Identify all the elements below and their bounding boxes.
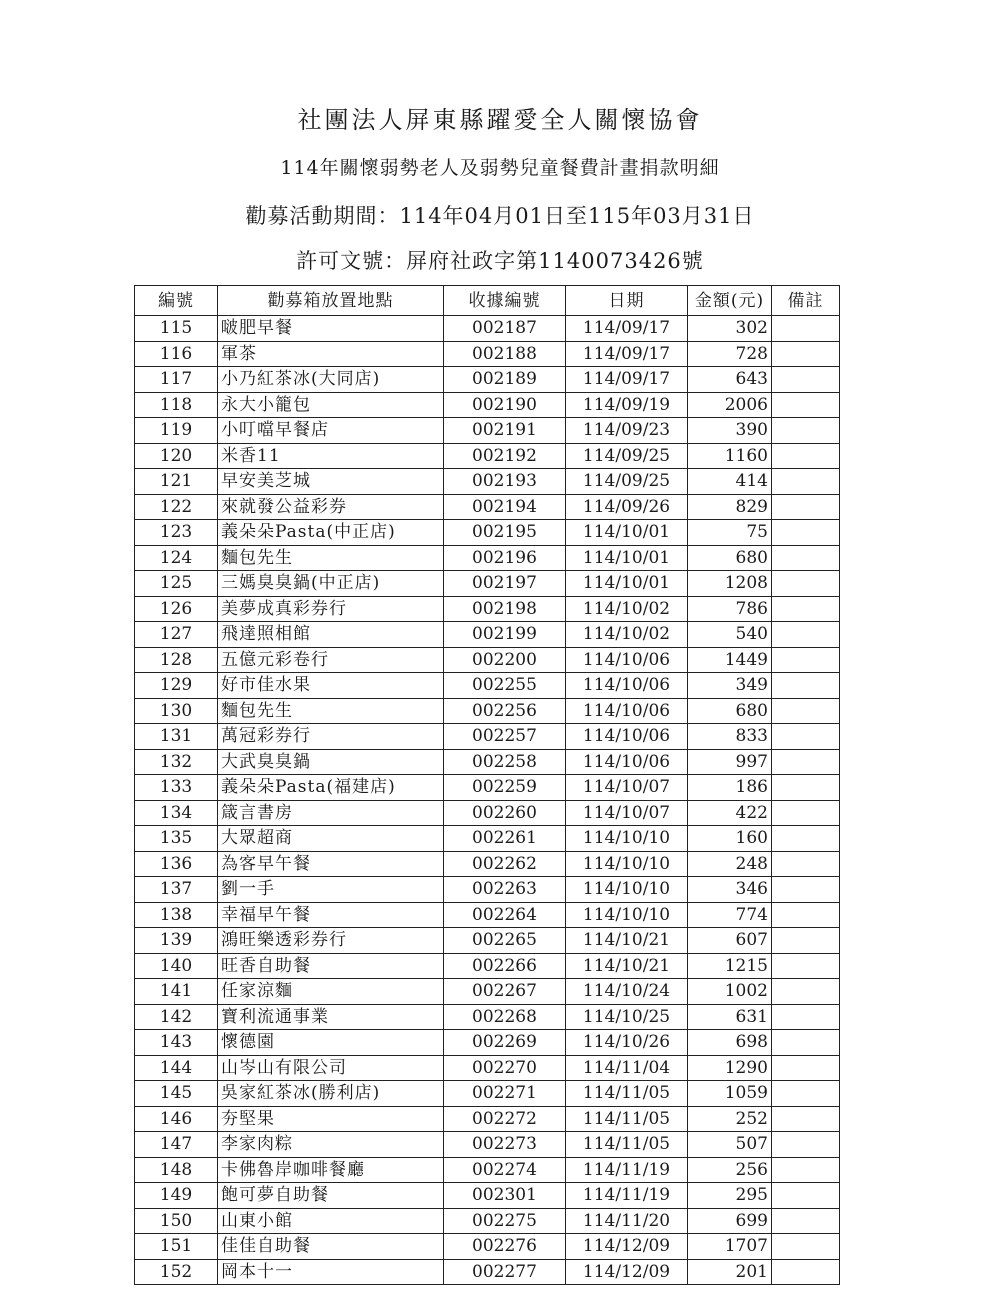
remark — [772, 1055, 840, 1081]
row-number: 123 — [135, 520, 218, 546]
donation-date: 114/10/01 — [566, 571, 688, 597]
col-header-number: 編號 — [135, 286, 218, 316]
remark — [772, 1106, 840, 1132]
receipt-number: 002191 — [444, 418, 566, 444]
remark — [772, 596, 840, 622]
receipt-number: 002196 — [444, 545, 566, 571]
table-row — [135, 749, 840, 775]
donation-amount: 643 — [688, 367, 772, 393]
remark — [772, 1183, 840, 1209]
donation-amount: 540 — [688, 622, 772, 648]
remark — [772, 571, 840, 597]
row-number: 142 — [135, 1004, 218, 1030]
remark — [772, 341, 840, 367]
donation-amount: 774 — [688, 902, 772, 928]
receipt-number: 002188 — [444, 341, 566, 367]
donation-date: 114/12/09 — [566, 1234, 688, 1260]
row-number: 125 — [135, 571, 218, 597]
table-row — [135, 545, 840, 571]
donation-box-location: 大武臭臭鍋 — [218, 749, 444, 775]
donation-box-location: 麵包先生 — [218, 545, 444, 571]
donation-table — [134, 285, 840, 1285]
remark — [772, 316, 840, 342]
table-row — [135, 698, 840, 724]
receipt-number: 002266 — [444, 953, 566, 979]
remark — [772, 418, 840, 444]
remark — [772, 1157, 840, 1183]
donation-date: 114/10/10 — [566, 826, 688, 852]
donation-date: 114/11/05 — [566, 1081, 688, 1107]
donation-date: 114/10/25 — [566, 1004, 688, 1030]
donation-box-location: 來就發公益彩券 — [218, 494, 444, 520]
donation-box-location: 為客早午餐 — [218, 851, 444, 877]
remark — [772, 622, 840, 648]
donation-amount: 390 — [688, 418, 772, 444]
table-row — [135, 443, 840, 469]
donation-amount: 422 — [688, 800, 772, 826]
donation-date: 114/11/19 — [566, 1183, 688, 1209]
row-number: 135 — [135, 826, 218, 852]
donation-box-location: 幸福早午餐 — [218, 902, 444, 928]
donation-amount: 786 — [688, 596, 772, 622]
row-number: 132 — [135, 749, 218, 775]
donation-amount: 302 — [688, 316, 772, 342]
remark — [772, 826, 840, 852]
table-row — [135, 341, 840, 367]
donation-date: 114/09/17 — [566, 367, 688, 393]
row-number: 149 — [135, 1183, 218, 1209]
receipt-number: 002271 — [444, 1081, 566, 1107]
donation-box-location: 義朵朵Pasta(中正店) — [218, 520, 444, 546]
table-row — [135, 1081, 840, 1107]
donation-date: 114/10/06 — [566, 647, 688, 673]
donation-date: 114/11/05 — [566, 1106, 688, 1132]
table-row — [135, 1030, 840, 1056]
table-row — [135, 928, 840, 954]
remark — [772, 1259, 840, 1285]
receipt-number: 002258 — [444, 749, 566, 775]
donation-amount: 1002 — [688, 979, 772, 1005]
table-body — [135, 316, 840, 1285]
remark — [772, 443, 840, 469]
donation-amount: 833 — [688, 724, 772, 750]
table-row — [135, 1004, 840, 1030]
donation-box-location: 任家涼麵 — [218, 979, 444, 1005]
table-row — [135, 418, 840, 444]
row-number: 140 — [135, 953, 218, 979]
donation-amount: 248 — [688, 851, 772, 877]
donation-amount: 1160 — [688, 443, 772, 469]
donation-box-location: 箴言書房 — [218, 800, 444, 826]
donation-date: 114/10/10 — [566, 851, 688, 877]
receipt-number: 002301 — [444, 1183, 566, 1209]
donation-amount: 698 — [688, 1030, 772, 1056]
remark — [772, 1208, 840, 1234]
receipt-number: 002187 — [444, 316, 566, 342]
remark — [772, 775, 840, 801]
donation-box-location: 好市佳水果 — [218, 673, 444, 699]
table-row — [135, 367, 840, 393]
row-number: 121 — [135, 469, 218, 495]
col-header-amount: 金額(元) — [688, 286, 772, 316]
receipt-number: 002190 — [444, 392, 566, 418]
table-row — [135, 571, 840, 597]
remark — [772, 902, 840, 928]
campaign-period: 勸募活動期間：114年04月01日至115年03月31日 — [245, 204, 755, 228]
receipt-number: 002273 — [444, 1132, 566, 1158]
receipt-number: 002262 — [444, 851, 566, 877]
table-row — [135, 392, 840, 418]
receipt-number: 002257 — [444, 724, 566, 750]
donation-date: 114/09/19 — [566, 392, 688, 418]
donation-amount: 186 — [688, 775, 772, 801]
row-number: 130 — [135, 698, 218, 724]
donation-amount: 1290 — [688, 1055, 772, 1081]
donation-box-location: 軍茶 — [218, 341, 444, 367]
table-row — [135, 1106, 840, 1132]
donation-date: 114/09/17 — [566, 341, 688, 367]
row-number: 120 — [135, 443, 218, 469]
remark — [772, 877, 840, 903]
donation-date: 114/10/02 — [566, 596, 688, 622]
donation-amount: 607 — [688, 928, 772, 954]
donation-box-location: 佳佳自助餐 — [218, 1234, 444, 1260]
receipt-number: 002199 — [444, 622, 566, 648]
project-title: 114年關懷弱勢老人及弱勢兒童餐費計畫捐款明細 — [280, 157, 720, 179]
table-row — [135, 673, 840, 699]
col-header-remark: 備註 — [772, 286, 840, 316]
table-row — [135, 469, 840, 495]
donation-amount: 414 — [688, 469, 772, 495]
remark — [772, 1030, 840, 1056]
donation-date: 114/10/06 — [566, 749, 688, 775]
row-number: 145 — [135, 1081, 218, 1107]
donation-box-location: 義朵朵Pasta(福建店) — [218, 775, 444, 801]
header-row — [135, 286, 840, 316]
donation-date: 114/09/26 — [566, 494, 688, 520]
row-number: 143 — [135, 1030, 218, 1056]
row-number: 128 — [135, 647, 218, 673]
remark — [772, 1132, 840, 1158]
table-row — [135, 724, 840, 750]
donation-amount: 507 — [688, 1132, 772, 1158]
receipt-number: 002274 — [444, 1157, 566, 1183]
donation-box-location: 懷德園 — [218, 1030, 444, 1056]
receipt-number: 002264 — [444, 902, 566, 928]
remark — [772, 494, 840, 520]
donation-date: 114/10/07 — [566, 800, 688, 826]
table-row — [135, 953, 840, 979]
donation-amount: 1215 — [688, 953, 772, 979]
remark — [772, 647, 840, 673]
donation-date: 114/09/25 — [566, 443, 688, 469]
receipt-number: 002198 — [444, 596, 566, 622]
row-number: 124 — [135, 545, 218, 571]
remark — [772, 800, 840, 826]
donation-amount: 2006 — [688, 392, 772, 418]
donation-date: 114/11/20 — [566, 1208, 688, 1234]
remark — [772, 520, 840, 546]
remark — [772, 724, 840, 750]
donation-box-location: 鴻旺樂透彩券行 — [218, 928, 444, 954]
row-number: 152 — [135, 1259, 218, 1285]
receipt-number: 002263 — [444, 877, 566, 903]
receipt-number: 002270 — [444, 1055, 566, 1081]
row-number: 117 — [135, 367, 218, 393]
remark — [772, 953, 840, 979]
donation-amount: 1449 — [688, 647, 772, 673]
col-header-location: 勸募箱放置地點 — [218, 286, 444, 316]
col-header-receipt: 收據編號 — [444, 286, 566, 316]
table-row — [135, 596, 840, 622]
table-row — [135, 1234, 840, 1260]
table-row — [135, 979, 840, 1005]
donation-date: 114/12/09 — [566, 1259, 688, 1285]
donation-date: 114/10/06 — [566, 724, 688, 750]
table-row — [135, 520, 840, 546]
donation-amount: 829 — [688, 494, 772, 520]
donation-amount: 252 — [688, 1106, 772, 1132]
donation-amount: 160 — [688, 826, 772, 852]
donation-date: 114/10/21 — [566, 928, 688, 954]
receipt-number: 002269 — [444, 1030, 566, 1056]
donation-date: 114/11/19 — [566, 1157, 688, 1183]
receipt-number: 002256 — [444, 698, 566, 724]
donation-box-location: 飽可夢自助餐 — [218, 1183, 444, 1209]
donation-box-location: 卡佛魯岸咖啡餐廳 — [218, 1157, 444, 1183]
remark — [772, 673, 840, 699]
donation-box-location: 吳家紅茶冰(勝利店) — [218, 1081, 444, 1107]
row-number: 118 — [135, 392, 218, 418]
receipt-number: 002194 — [444, 494, 566, 520]
donation-box-location: 三媽臭臭鍋(中正店) — [218, 571, 444, 597]
row-number: 119 — [135, 418, 218, 444]
table-row — [135, 647, 840, 673]
donation-amount: 295 — [688, 1183, 772, 1209]
remark — [772, 1081, 840, 1107]
table-row — [135, 826, 840, 852]
org-title: 社團法人屏東縣躍愛全人關懷協會 — [297, 106, 703, 134]
row-number: 138 — [135, 902, 218, 928]
receipt-number: 002261 — [444, 826, 566, 852]
row-number: 139 — [135, 928, 218, 954]
receipt-number: 002189 — [444, 367, 566, 393]
donation-date: 114/10/10 — [566, 902, 688, 928]
donation-box-location: 小叮噹早餐店 — [218, 418, 444, 444]
donation-box-location: 米香11 — [218, 443, 444, 469]
row-number: 122 — [135, 494, 218, 520]
donation-date: 114/10/26 — [566, 1030, 688, 1056]
remark — [772, 392, 840, 418]
row-number: 141 — [135, 979, 218, 1005]
receipt-number: 002200 — [444, 647, 566, 673]
row-number: 137 — [135, 877, 218, 903]
donation-box-location: 夯堅果 — [218, 1106, 444, 1132]
table-row — [135, 902, 840, 928]
donation-date: 114/10/21 — [566, 953, 688, 979]
donation-date: 114/09/25 — [566, 469, 688, 495]
donation-amount: 256 — [688, 1157, 772, 1183]
donation-amount: 1208 — [688, 571, 772, 597]
receipt-number: 002268 — [444, 1004, 566, 1030]
donation-box-location: 李家肉粽 — [218, 1132, 444, 1158]
receipt-number: 002272 — [444, 1106, 566, 1132]
row-number: 144 — [135, 1055, 218, 1081]
row-number: 150 — [135, 1208, 218, 1234]
donation-box-location: 劉一手 — [218, 877, 444, 903]
donation-amount: 349 — [688, 673, 772, 699]
donation-amount: 997 — [688, 749, 772, 775]
donation-amount: 75 — [688, 520, 772, 546]
row-number: 147 — [135, 1132, 218, 1158]
remark — [772, 851, 840, 877]
donation-date: 114/10/07 — [566, 775, 688, 801]
donation-box-location: 五億元彩卷行 — [218, 647, 444, 673]
table-row — [135, 622, 840, 648]
donation-box-location: 飛達照相館 — [218, 622, 444, 648]
donation-box-location: 早安美芝城 — [218, 469, 444, 495]
donation-date: 114/09/23 — [566, 418, 688, 444]
donation-box-location: 麵包先生 — [218, 698, 444, 724]
donation-box-location: 啵肥早餐 — [218, 316, 444, 342]
donation-date: 114/09/17 — [566, 316, 688, 342]
donation-date: 114/10/06 — [566, 698, 688, 724]
row-number: 129 — [135, 673, 218, 699]
donation-date: 114/10/10 — [566, 877, 688, 903]
receipt-number: 002197 — [444, 571, 566, 597]
remark — [772, 367, 840, 393]
donation-date: 114/10/24 — [566, 979, 688, 1005]
table-row — [135, 1055, 840, 1081]
table-header — [135, 286, 840, 316]
donation-amount: 680 — [688, 698, 772, 724]
row-number: 127 — [135, 622, 218, 648]
donation-date: 114/11/04 — [566, 1055, 688, 1081]
donation-amount: 1707 — [688, 1234, 772, 1260]
receipt-number: 002265 — [444, 928, 566, 954]
row-number: 116 — [135, 341, 218, 367]
donation-amount: 1059 — [688, 1081, 772, 1107]
receipt-number: 002277 — [444, 1259, 566, 1285]
table-row — [135, 1132, 840, 1158]
donation-date: 114/10/01 — [566, 520, 688, 546]
remark — [772, 1004, 840, 1030]
donation-box-location: 萬冠彩券行 — [218, 724, 444, 750]
donation-amount: 346 — [688, 877, 772, 903]
remark — [772, 928, 840, 954]
remark — [772, 749, 840, 775]
row-number: 151 — [135, 1234, 218, 1260]
receipt-number: 002255 — [444, 673, 566, 699]
receipt-number: 002259 — [444, 775, 566, 801]
table-row — [135, 1183, 840, 1209]
receipt-number: 002195 — [444, 520, 566, 546]
table-row — [135, 800, 840, 826]
donation-box-location: 旺香自助餐 — [218, 953, 444, 979]
receipt-number: 002267 — [444, 979, 566, 1005]
table-row — [135, 1208, 840, 1234]
table-row — [135, 775, 840, 801]
donation-date: 114/10/01 — [566, 545, 688, 571]
table-row — [135, 1157, 840, 1183]
row-number: 115 — [135, 316, 218, 342]
receipt-number: 002192 — [444, 443, 566, 469]
row-number: 133 — [135, 775, 218, 801]
donation-box-location: 岡本十一 — [218, 1259, 444, 1285]
remark — [772, 698, 840, 724]
donation-box-location: 山東小館 — [218, 1208, 444, 1234]
table-row — [135, 316, 840, 342]
donation-box-location: 永大小籠包 — [218, 392, 444, 418]
donation-box-location: 大眾超商 — [218, 826, 444, 852]
row-number: 126 — [135, 596, 218, 622]
donation-box-location: 寶利流通事業 — [218, 1004, 444, 1030]
donation-date: 114/11/05 — [566, 1132, 688, 1158]
remark — [772, 979, 840, 1005]
receipt-number: 002275 — [444, 1208, 566, 1234]
donation-amount: 699 — [688, 1208, 772, 1234]
donation-amount: 728 — [688, 341, 772, 367]
receipt-number: 002193 — [444, 469, 566, 495]
donation-amount: 680 — [688, 545, 772, 571]
permit-number: 許可文號：屏府社政字第1140073426號 — [296, 249, 704, 273]
donation-amount: 631 — [688, 1004, 772, 1030]
row-number: 148 — [135, 1157, 218, 1183]
receipt-number: 002260 — [444, 800, 566, 826]
donation-amount: 201 — [688, 1259, 772, 1285]
table-row — [135, 494, 840, 520]
donation-box-location: 小乃紅茶冰(大同店) — [218, 367, 444, 393]
remark — [772, 545, 840, 571]
row-number: 131 — [135, 724, 218, 750]
receipt-number: 002276 — [444, 1234, 566, 1260]
table-row — [135, 877, 840, 903]
donation-box-location: 美夢成真彩券行 — [218, 596, 444, 622]
remark — [772, 469, 840, 495]
col-header-date: 日期 — [566, 286, 688, 316]
row-number: 146 — [135, 1106, 218, 1132]
donation-date: 114/10/06 — [566, 673, 688, 699]
table-row — [135, 851, 840, 877]
row-number: 136 — [135, 851, 218, 877]
donation-box-location: 山岑山有限公司 — [218, 1055, 444, 1081]
remark — [772, 1234, 840, 1260]
row-number: 134 — [135, 800, 218, 826]
table-row — [135, 1259, 840, 1285]
donation-date: 114/10/02 — [566, 622, 688, 648]
